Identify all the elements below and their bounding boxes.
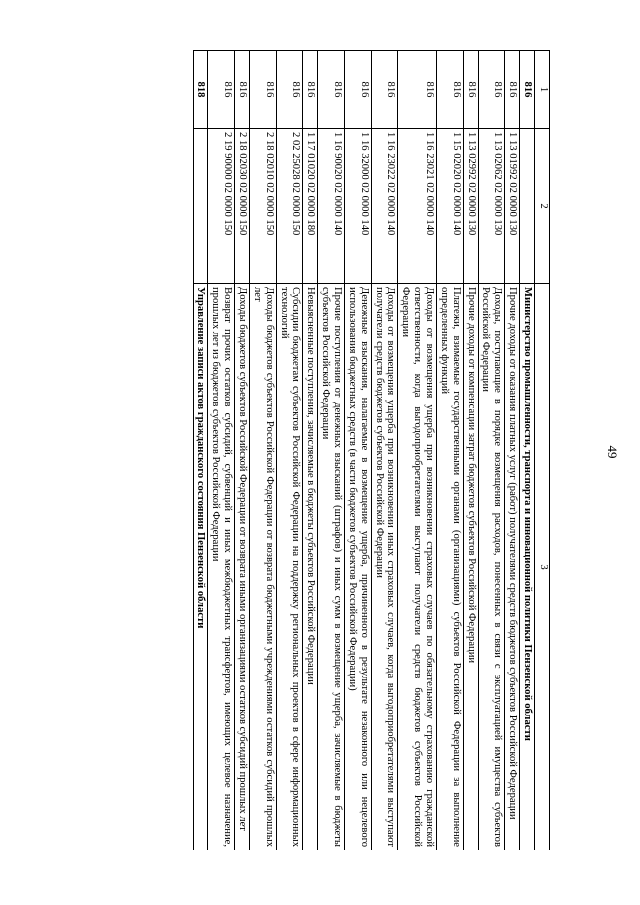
table-row — [208, 51, 235, 851]
revenue-code-cell: 2 18 02010 02 0000 150 — [249, 129, 276, 284]
admin-code-cell: 816 — [398, 51, 437, 129]
table-row — [478, 51, 505, 851]
admin-code-cell: 816 — [208, 51, 235, 129]
column-number-row — [535, 51, 550, 851]
revenue-name-cell: Денежные взыскания, налагаемые в возмещение ущерба, причиненного в результате незаконного или нецелевого использования бюджетных средств (в части бюджетов субъектов Российской Федерации) — [344, 284, 371, 851]
table-row — [276, 51, 303, 851]
revenue-name-cell: Доходы бюджетов субъектов Российской Федерации от возврата иными организациями остатков субсидий прошлых лет — [235, 284, 250, 851]
admin-code-cell: 816 — [463, 51, 478, 129]
column-number-2: 2 — [535, 129, 550, 284]
revenue-code-cell: 2 19 90000 02 0000 150 — [208, 129, 235, 284]
revenue-code-cell: 2 02 25028 02 0000 150 — [276, 129, 303, 284]
revenue-name-cell: Невыясненные поступления, зачисляемые в бюджеты субъектов Российской Федерации — [303, 284, 318, 851]
table-row — [371, 51, 398, 851]
revenue-code-cell: 1 13 02062 02 0000 130 — [478, 129, 505, 284]
revenue-name-cell: Прочие доходы от оказания платных услуг (работ) получателями средств бюджетов субъектов Российской Федерации — [505, 284, 520, 851]
revenue-name-cell: Прочие поступления от денежных взысканий (штрафов) и иных сумм в возмещение ущерба, зачисляемые в бюджеты субъектов Российской Федерации — [318, 284, 345, 851]
revenue-name-cell: Возврат прочих остатков субсидий, субвенций и иных межбюджетных трансфертов, имеющих целевое назначение, прошлых лет из бюджетов субъектов Российской Федерации — [208, 284, 235, 851]
table-row — [235, 51, 250, 851]
revenue-name-cell: Платежи, взимаемые государственными органами (организациями) субъектов Российской Федерации за выполнение определенных функций — [436, 284, 463, 851]
table-row — [520, 51, 535, 851]
admin-code-cell: 816 — [478, 51, 505, 129]
table-row — [318, 51, 345, 851]
revenue-code-cell: 1 15 02020 02 0000 140 — [436, 129, 463, 284]
admin-code-cell: 816 — [276, 51, 303, 129]
admin-code-cell: 816 — [318, 51, 345, 129]
revenue-name-cell: Доходы бюджетов субъектов Российской Федерации от возврата бюджетными учреждениями остатков субсидий прошлых лет — [249, 284, 276, 851]
table-row — [249, 51, 276, 851]
admin-code-cell: 816 — [520, 51, 535, 129]
revenue-codes-table — [193, 50, 550, 850]
revenue-code-cell: 1 16 32000 02 0000 140 — [344, 129, 371, 284]
admin-code-cell: 816 — [235, 51, 250, 129]
admin-code-cell: 816 — [303, 51, 318, 129]
revenue-name-cell: Министерство промышленности, транспорта и инновационной политики Пензенской области — [520, 284, 535, 851]
admin-code-cell: 816 — [371, 51, 398, 129]
table-row — [436, 51, 463, 851]
revenue-name-cell: Прочие доходы от компенсации затрат бюджетов субъектов Российской Федерации — [463, 284, 478, 851]
admin-code-cell: 816 — [344, 51, 371, 129]
table-row — [398, 51, 437, 851]
column-number-1: 1 — [535, 51, 550, 129]
revenue-code-cell: 1 17 01020 02 0000 180 — [303, 129, 318, 284]
column-number-3: 3 — [535, 284, 550, 851]
admin-code-cell: 818 — [193, 51, 208, 129]
admin-code-cell: 816 — [436, 51, 463, 129]
table-body — [193, 51, 534, 851]
document-page — [85, 50, 550, 850]
table-row — [463, 51, 478, 851]
page-number: 49 — [605, 445, 620, 459]
revenue-code-cell — [193, 129, 208, 284]
revenue-name-cell: Управление записи актов гражданского состояния Пензенской области — [193, 284, 208, 851]
admin-code-cell: 816 — [249, 51, 276, 129]
revenue-code-cell: 1 16 23022 02 0000 140 — [371, 129, 398, 284]
table-row — [303, 51, 318, 851]
rotated-table-container — [85, 50, 550, 850]
revenue-name-cell: Доходы от возмещения ущерба при возникновении иных страховых случаев, когда выгодоприобретателями выступают получатели средств бюджетов субъектов Российской Федерации — [371, 284, 398, 851]
revenue-code-cell: 2 18 02030 02 0000 150 — [235, 129, 250, 284]
revenue-name-cell: Субсидии бюджетам субъектов Российской Федерации на поддержку региональных проектов в сфере информационных технологий — [276, 284, 303, 851]
revenue-name-cell: Доходы, поступающие в порядке возмещения расходов, понесенных в связи с эксплуатацией имущества субъектов Российской Федерации — [478, 284, 505, 851]
table-row — [193, 51, 208, 851]
admin-code-cell: 816 — [505, 51, 520, 129]
table-row — [505, 51, 520, 851]
revenue-code-cell — [520, 129, 535, 284]
revenue-name-cell: Доходы от возмещения ущерба при возникновении страховых случаев по обязательному страхованию гражданской ответственности, когда выгодоприобретателями выступают получатели средств бюджетов субъектов Российской Федерации — [398, 284, 437, 851]
revenue-code-cell: 1 16 90020 02 0000 140 — [318, 129, 345, 284]
table-row — [344, 51, 371, 851]
revenue-code-cell: 1 16 23021 02 0000 140 — [398, 129, 437, 284]
revenue-code-cell: 1 13 02992 02 0000 130 — [463, 129, 478, 284]
revenue-code-cell: 1 13 01992 02 0000 130 — [505, 129, 520, 284]
